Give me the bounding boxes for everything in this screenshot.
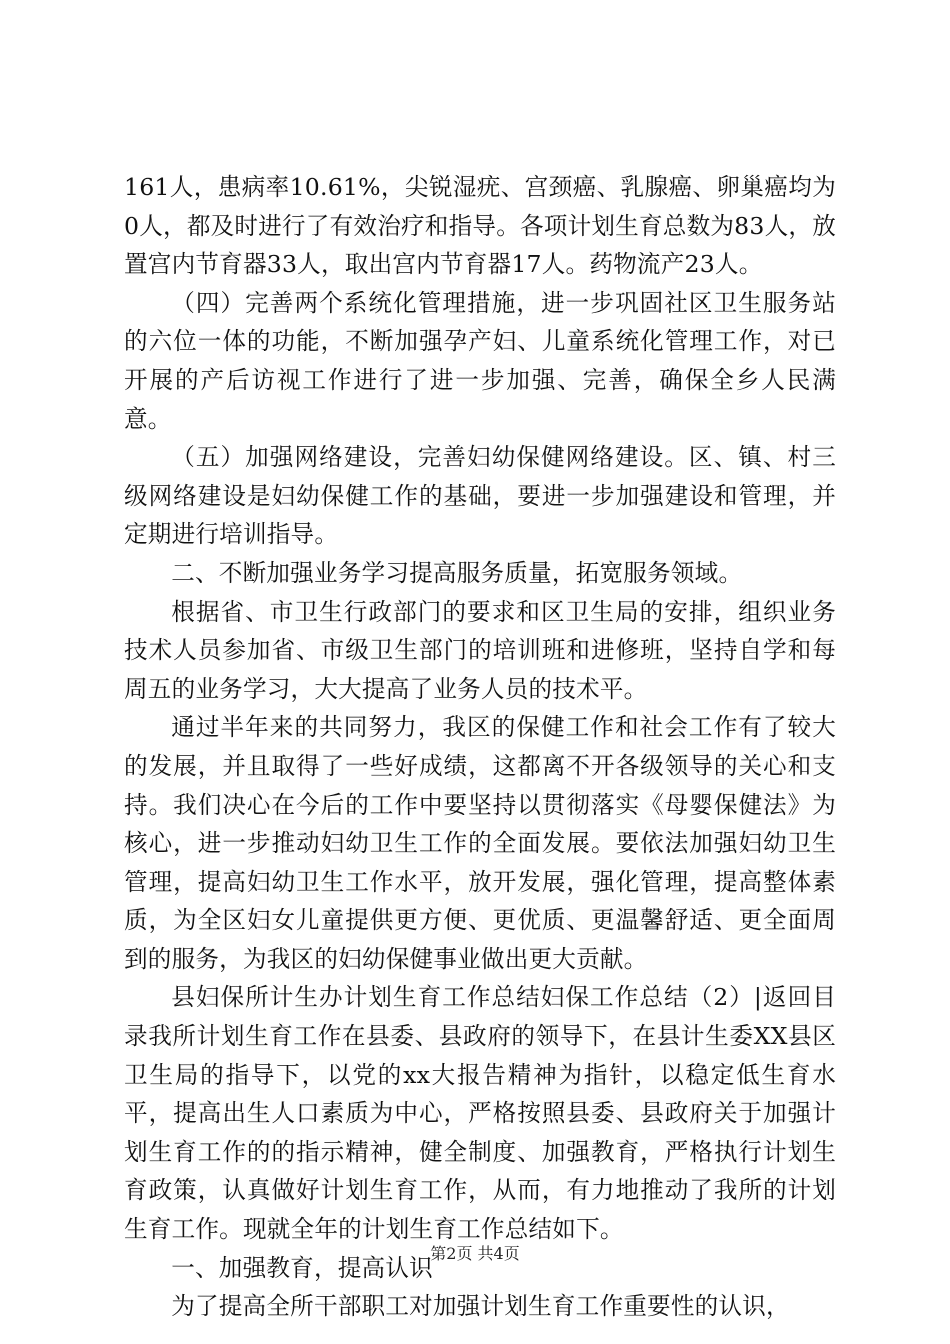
paragraph-section-four: （四）完善两个系统化管理措施，进一步巩固社区卫生服务站的六位一体的功能，不断加强孕产妇、儿童系统化管理工作，对已开展的产后访视工作进行了进一步加强、完善，确保全乡人民满意。 — [124, 288, 836, 433]
page-number: 第2页 共4页 — [430, 1244, 520, 1263]
paragraph-conclusion: 通过半年来的共同努力，我区的保健工作和社会工作有了较大的发展，并且取得了一些好成绩，这都离不开各级领导的关心和支持。我们决心在今后的工作中要坚持以贯彻落实《母婴保健法》为核心，进一步推动妇幼卫生工作的全面发展。要依法加强妇幼卫生管理，提高妇幼卫生工作水平，放开发展，强化管理，提高整体素质，为全区妇女儿童提供更方便、更优质、更温馨舒适、更全面周到的服务，为我区的妇幼保健事业做出更大贡献。 — [124, 713, 836, 973]
page-footer — [0, 1244, 950, 1264]
heading-strengthen-education: 一、加强教育，提高认识 — [171, 1253, 433, 1282]
document-body — [124, 168, 836, 1326]
paragraph-training: 根据省、市卫生行政部门的要求和区卫生局的安排，组织业务技术人员参加省、市级卫生部门的培训班和进修班，坚持自学和每周五的业务学习，大大提高了业务人员的技术平。 — [124, 597, 836, 703]
heading-section-two: 二、不断加强业务学习提高服务质量，拓宽服务领域。 — [171, 558, 743, 587]
paragraph-family-planning-intro: 县妇保所计生办计划生育工作总结妇保工作总结（2）|返回目录我所计划生育工作在县委、县政府的领导下，在县计生委XX县区卫生局的指导下，以党的xx大报告精神为指针，以稳定低生育水平，提高出生人口素质为中心，严格按照县委、县政府关于加强计划生育工作的的指示精神，健全制度、加强教育，严格执行计划生育政策，认真做好计划生育工作，从而，有力地推动了我所的计划生育工作。现就全年的计划生育工作总结如下。 — [124, 983, 836, 1244]
paragraph-awareness: 为了提高全所干部职工对加强计划生育工作重要性的认识， — [171, 1292, 790, 1321]
paragraph-stats: 161人，患病率10.61%，尖锐湿疣、宫颈癌、乳腺癌、卵巢癌均为0人，都及时进行了有效治疗和指导。各项计划生育总数为83人，放置宫内节育器33人，取出宫内节育器17人。药物流产23人。 — [124, 173, 836, 279]
paragraph-section-five: （五）加强网络建设，完善妇幼保健网络建设。区、镇、村三级网络建设是妇幼保健工作的基础，要进一步加强建设和管理，并定期进行培训指导。 — [124, 443, 836, 549]
